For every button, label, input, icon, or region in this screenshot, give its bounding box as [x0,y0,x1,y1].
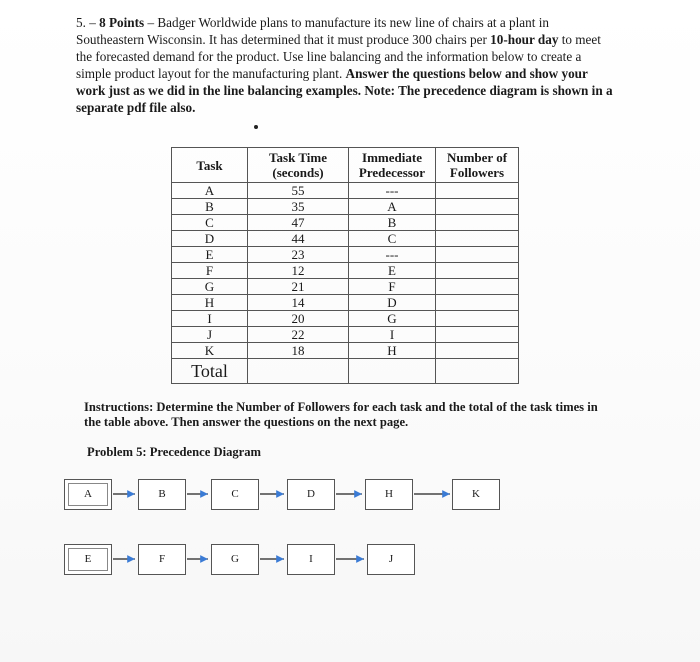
cell-task-time: 12 [248,263,349,279]
cell-task-time: 44 [248,231,349,247]
cell-predecessor: A [349,199,436,215]
cell-predecessor: C [349,231,436,247]
cell-task-time: 18 [248,343,349,359]
header-task-time: Task Time (seconds) [248,148,349,183]
cell-task: C [172,215,248,231]
cell-task-time: 21 [248,279,349,295]
cell-task: B [172,199,248,215]
cell-task-time: 22 [248,327,349,343]
problem-number: 5. – [76,15,100,30]
cell-task: J [172,327,248,343]
cell-task-time: 55 [248,183,349,199]
cell-predecessor: D [349,295,436,311]
cell-task-time: 35 [248,199,349,215]
cell-task: H [172,295,248,311]
cell-task-time: 23 [248,247,349,263]
node-d: D [287,479,335,510]
node-h: H [365,479,413,510]
node-e: E [64,544,112,575]
header-predecessor: Immediate Predecessor [349,148,436,183]
node-a: A [64,479,112,510]
node-i: I [287,544,335,575]
cell-predecessor: F [349,279,436,295]
node-b: B [138,479,186,510]
cell-predecessor: G [349,311,436,327]
cell-predecessor: --- [349,183,436,199]
cell-predecessor: E [349,263,436,279]
header-followers: Number of Followers [436,148,519,183]
node-g: G [211,544,259,575]
cell-task: A [172,183,248,199]
problem-statement: 5. – 8 Points – Badger Worldwide plans to manufacture its new line of chairs at a plant in Southeastern Wisconsin. It has determined that it must produce 300 chairs per 10-hour day to meet the forecasted demand for the product. Use line balancing and the information below to create a simple product layout for the manufacturing plant. Answer the questions below and show your work just as we did in the line balancing examples. Note: The precedence diagram is shown in a separate pdf file also. [76,15,613,115]
cell-task: D [172,231,248,247]
node-k: K [452,479,500,510]
cell-task: I [172,311,248,327]
cell-predecessor: I [349,327,436,343]
cell-task: E [172,247,248,263]
node-j: J [367,544,415,575]
cell-predecessor: B [349,215,436,231]
cell-task: K [172,343,248,359]
diagram-title: Problem 5: Precedence Diagram [87,445,262,459]
cell-task-time: 14 [248,295,349,311]
cell-task: F [172,263,248,279]
cell-predecessor: H [349,343,436,359]
cell-task-time: 20 [248,311,349,327]
instructions: Instructions: Determine the Number of Followers for each task and the total of the task times in the table above. Then answer the questions on the next page. [84,400,598,429]
cell-predecessor: --- [349,247,436,263]
cell-task: G [172,279,248,295]
node-c: C [211,479,259,510]
total-label: Total [172,359,248,384]
header-task: Task [172,148,248,183]
node-f: F [138,544,186,575]
problem-points: 8 Points [99,15,145,30]
cell-task-time: 47 [248,215,349,231]
